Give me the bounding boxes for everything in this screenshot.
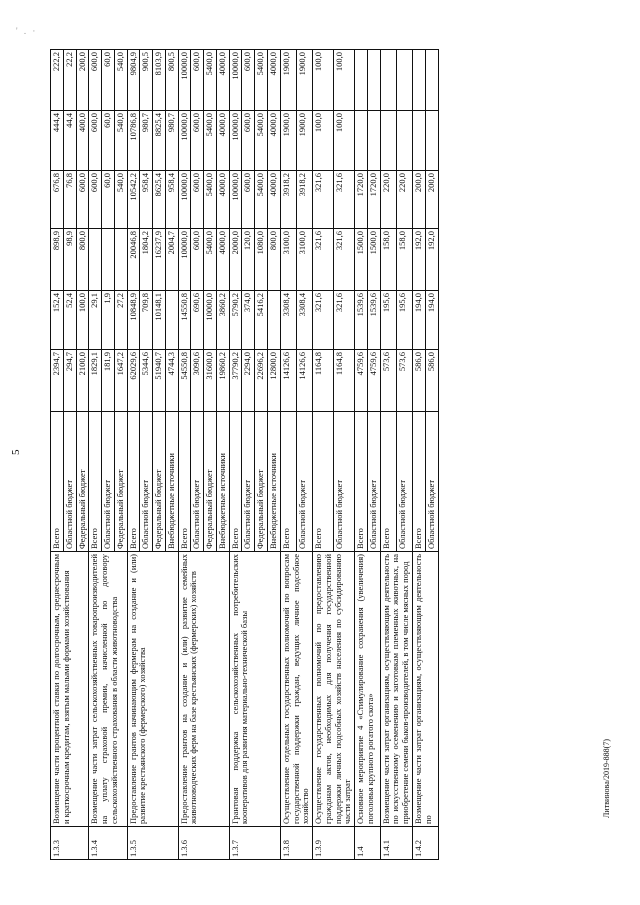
- amount-cell: 4000,0: [216, 229, 229, 291]
- item-description: Осуществление отдельных государственных полномочий по вопросам государственной поддержки граждан, ведущих личное подсобное хозяйство: [280, 552, 312, 827]
- amount-cell: 5416,2: [255, 291, 268, 350]
- amount-cell: 600,0: [191, 229, 204, 291]
- amount-cell: 60,0: [102, 111, 115, 171]
- amount-cell: 1164,8: [313, 350, 334, 412]
- funding-source: Внебюджетные источники: [268, 412, 281, 552]
- amount-cell: [355, 111, 368, 171]
- item-description: Возмещение части затрат сельскохозяйственных товаропроизводителей на уплату страховой премии, начисленной по договору сельскохозяйственного страхования в области животноводства: [89, 552, 127, 827]
- amount-cell: 4000,0: [216, 50, 229, 111]
- amount-cell: 181,9: [102, 350, 115, 412]
- amount-cell: 958,4: [165, 171, 178, 229]
- amount-cell: 5400,0: [255, 111, 268, 171]
- amount-cell: 1080,0: [255, 229, 268, 291]
- amount-cell: 600,0: [191, 111, 204, 171]
- funding-source: Всего: [229, 412, 242, 552]
- amount-cell: 8825,4: [153, 111, 166, 171]
- amount-cell: 27,2: [114, 291, 127, 350]
- item-description: Возмещение части затрат организациям, осуществляющим деятельность по: [412, 552, 438, 827]
- amount-cell: 1900,0: [280, 50, 296, 111]
- amount-cell: 1720,0: [355, 171, 368, 229]
- amount-cell: 1647,2: [114, 350, 127, 412]
- amount-cell: 321,6: [334, 171, 355, 229]
- table-row: [313, 50, 334, 860]
- funding-source: Всего: [313, 412, 334, 552]
- amount-cell: 31600,0: [204, 350, 217, 412]
- amount-cell: 321,6: [313, 291, 334, 350]
- item-code: 1.3.5: [127, 827, 178, 860]
- scan-marks: ' . ·: [16, 26, 38, 36]
- document-footer: Литвинова/2019-888(7): [602, 739, 611, 818]
- item-code: 1.4.2: [412, 827, 438, 860]
- amount-cell: [89, 229, 102, 291]
- amount-cell: 600,0: [89, 171, 102, 229]
- amount-cell: [268, 291, 281, 350]
- amount-cell: 4000,0: [268, 50, 281, 111]
- funding-source: Областной бюджет: [334, 412, 355, 552]
- amount-cell: 1900,0: [296, 50, 312, 111]
- amount-cell: 800,0: [76, 229, 89, 291]
- amount-cell: 3308,4: [280, 291, 296, 350]
- amount-cell: 76,8: [63, 171, 76, 229]
- funding-source: Всего: [355, 412, 368, 552]
- amount-cell: 5400,0: [204, 111, 217, 171]
- amount-cell: 980,7: [165, 111, 178, 171]
- amount-cell: [412, 111, 425, 171]
- amount-cell: 52,4: [63, 291, 76, 350]
- amount-cell: 3090,6: [191, 350, 204, 412]
- amount-cell: 600,0: [89, 111, 102, 171]
- amount-cell: 3100,0: [296, 229, 312, 291]
- amount-cell: [425, 111, 438, 171]
- amount-cell: 540,0: [114, 50, 127, 111]
- amount-cell: 1539,6: [367, 291, 380, 350]
- amount-cell: 2100,0: [76, 350, 89, 412]
- amount-cell: 1500,0: [355, 229, 368, 291]
- amount-cell: 152,4: [51, 291, 64, 350]
- table-row: [380, 50, 396, 860]
- amount-cell: 400,0: [76, 111, 89, 171]
- funding-source: Федеральный бюджет: [255, 412, 268, 552]
- amount-cell: 444,4: [51, 111, 64, 171]
- amount-cell: 158,0: [380, 229, 396, 291]
- amount-cell: 586,0: [412, 350, 425, 412]
- amount-cell: 44,4: [63, 111, 76, 171]
- amount-cell: 4759,6: [367, 350, 380, 412]
- table-row: [280, 50, 296, 860]
- amount-cell: 10000,0: [178, 50, 191, 111]
- amount-cell: 10000,0: [229, 50, 242, 111]
- amount-cell: 14126,6: [280, 350, 296, 412]
- amount-cell: 690,6: [191, 291, 204, 350]
- amount-cell: 98,9: [63, 229, 76, 291]
- table-row: [412, 50, 425, 860]
- amount-cell: 600,0: [242, 50, 255, 111]
- funding-source: Федеральный бюджет: [204, 412, 217, 552]
- amount-cell: 10848,9: [127, 291, 140, 350]
- item-code: 1.3.7: [229, 827, 280, 860]
- funding-source: Областной бюджет: [191, 412, 204, 552]
- amount-cell: 222,2: [51, 50, 64, 111]
- funding-source: Областной бюджет: [63, 412, 76, 552]
- amount-cell: 51940,7: [153, 350, 166, 412]
- amount-cell: 16237,9: [153, 229, 166, 291]
- amount-cell: [425, 50, 438, 111]
- amount-cell: 100,0: [313, 50, 334, 111]
- amount-cell: 1164,8: [334, 350, 355, 412]
- amount-cell: 709,8: [140, 291, 153, 350]
- amount-cell: 10000,0: [178, 229, 191, 291]
- table-row: [89, 50, 102, 860]
- amount-cell: 1804,2: [140, 229, 153, 291]
- amount-cell: 374,0: [242, 291, 255, 350]
- amount-cell: [102, 229, 115, 291]
- amount-cell: 2294,0: [242, 350, 255, 412]
- amount-cell: 3860,2: [216, 291, 229, 350]
- amount-cell: 600,0: [242, 111, 255, 171]
- amount-cell: 10000,0: [178, 171, 191, 229]
- funding-source: Внебюджетные источники: [165, 412, 178, 552]
- amount-cell: 10000,0: [229, 111, 242, 171]
- amount-cell: 100,0: [76, 291, 89, 350]
- amount-cell: 980,7: [140, 111, 153, 171]
- amount-cell: 192,0: [412, 229, 425, 291]
- amount-cell: 5400,0: [255, 171, 268, 229]
- amount-cell: [396, 111, 412, 171]
- amount-cell: 3918,2: [296, 171, 312, 229]
- amount-cell: 29,1: [89, 291, 102, 350]
- amount-cell: 158,0: [396, 229, 412, 291]
- amount-cell: 600,0: [191, 171, 204, 229]
- amount-cell: 195,6: [396, 291, 412, 350]
- amount-cell: 800,0: [268, 229, 281, 291]
- amount-cell: 14126,6: [296, 350, 312, 412]
- funding-source: Всего: [380, 412, 396, 552]
- amount-cell: 3308,4: [296, 291, 312, 350]
- amount-cell: 220,0: [396, 171, 412, 229]
- funding-source: Областной бюджет: [242, 412, 255, 552]
- amount-cell: 958,4: [140, 171, 153, 229]
- amount-cell: 4000,0: [268, 111, 281, 171]
- amount-cell: [380, 111, 396, 171]
- amount-cell: [380, 50, 396, 111]
- amount-cell: 200,0: [76, 50, 89, 111]
- amount-cell: 573,6: [396, 350, 412, 412]
- amount-cell: 321,6: [334, 229, 355, 291]
- amount-cell: 898,9: [51, 229, 64, 291]
- item-description: Грантовая поддержка сельскохозяйственных потребительских кооперативов для развития материально-технической базы: [229, 552, 280, 827]
- amount-cell: 5400,0: [204, 229, 217, 291]
- amount-cell: 676,8: [51, 171, 64, 229]
- item-description: Осуществление государственных полномочий по предоставлению гражданам актов, необходимых для получения государственной поддержки личных подсобных хозяйств населения по субсидированию части затрат: [313, 552, 355, 827]
- funding-source: Федеральный бюджет: [76, 412, 89, 552]
- amount-cell: 1539,6: [355, 291, 368, 350]
- funding-source: Областной бюджет: [140, 412, 153, 552]
- amount-cell: [412, 50, 425, 111]
- amount-cell: 10000,0: [204, 291, 217, 350]
- item-description: Основное мероприятие 4 «Стимулирование сохранения (увеличения) поголовья крупного рогатого скота»: [355, 552, 381, 827]
- amount-cell: 1900,0: [280, 111, 296, 171]
- amount-cell: 4000,0: [216, 111, 229, 171]
- amount-cell: 4744,3: [165, 350, 178, 412]
- item-code: 1.4: [355, 827, 381, 860]
- amount-cell: 321,6: [313, 171, 334, 229]
- amount-cell: 192,0: [425, 229, 438, 291]
- amount-cell: 194,0: [425, 291, 438, 350]
- amount-cell: [367, 111, 380, 171]
- amount-cell: 10786,8: [127, 111, 140, 171]
- rotated-table-area: [50, 50, 615, 860]
- funding-source: Всего: [412, 412, 425, 552]
- amount-cell: 195,6: [380, 291, 396, 350]
- amount-cell: 100,0: [334, 50, 355, 111]
- amount-cell: [396, 50, 412, 111]
- amount-cell: 10000,0: [178, 111, 191, 171]
- amount-cell: 14550,8: [178, 291, 191, 350]
- item-code: 1.3.4: [89, 827, 127, 860]
- amount-cell: 2394,7: [51, 350, 64, 412]
- table-row: [51, 50, 64, 860]
- amount-cell: 800,5: [165, 50, 178, 111]
- funding-source: Всего: [280, 412, 296, 552]
- amount-cell: 540,0: [114, 111, 127, 171]
- amount-cell: 10000,0: [229, 171, 242, 229]
- amount-cell: [355, 50, 368, 111]
- amount-cell: 2004,7: [165, 229, 178, 291]
- funding-source: Областной бюджет: [367, 412, 380, 552]
- funding-source: Всего: [127, 412, 140, 552]
- amount-cell: 8103,9: [153, 50, 166, 111]
- funding-source: Областной бюджет: [102, 412, 115, 552]
- amount-cell: 5400,0: [204, 50, 217, 111]
- amount-cell: 9804,9: [127, 50, 140, 111]
- funding-source: Всего: [178, 412, 191, 552]
- amount-cell: 1500,0: [367, 229, 380, 291]
- amount-cell: 4759,6: [355, 350, 368, 412]
- amount-cell: 900,5: [140, 50, 153, 111]
- item-description: Предоставление грантов на создание и (или) развитие семейных животноводческих ферм на базе крестьянских (фермерских) хозяйств: [178, 552, 229, 827]
- page-number: 5: [10, 449, 22, 455]
- amount-cell: 100,0: [334, 111, 355, 171]
- item-code: 1.3.9: [313, 827, 355, 860]
- item-code: 1.3.3: [51, 827, 89, 860]
- table-row: [127, 50, 140, 860]
- amount-cell: 10148,1: [153, 291, 166, 350]
- item-code: 1.4.1: [380, 827, 412, 860]
- amount-cell: 54550,8: [178, 350, 191, 412]
- amount-cell: 12800,0: [268, 350, 281, 412]
- amount-cell: 4000,0: [268, 171, 281, 229]
- amount-cell: 60,0: [102, 50, 115, 111]
- amount-cell: 600,0: [191, 50, 204, 111]
- amount-cell: 3918,2: [280, 171, 296, 229]
- amount-cell: 8625,4: [153, 171, 166, 229]
- item-description: Возмещение части процентной ставки по долгосрочным, среднесрочным и краткосрочным кредитам, взятым малыми формами хозяйствования: [51, 552, 89, 827]
- table-row: [355, 50, 368, 860]
- amount-cell: 2000,0: [229, 229, 242, 291]
- amount-cell: 540,0: [114, 171, 127, 229]
- amount-cell: 19860,2: [216, 350, 229, 412]
- item-code: 1.3.6: [178, 827, 229, 860]
- table-row: [178, 50, 191, 860]
- amount-cell: [367, 50, 380, 111]
- amount-cell: 1,9: [102, 291, 115, 350]
- amount-cell: 194,0: [412, 291, 425, 350]
- amount-cell: 22696,2: [255, 350, 268, 412]
- funding-source: Всего: [51, 412, 64, 552]
- amount-cell: 321,6: [334, 291, 355, 350]
- amount-cell: 5790,2: [229, 291, 242, 350]
- funding-source: Областной бюджет: [425, 412, 438, 552]
- amount-cell: 5400,0: [255, 50, 268, 111]
- amount-cell: [165, 291, 178, 350]
- amount-cell: 600,0: [76, 171, 89, 229]
- amount-cell: 586,0: [425, 350, 438, 412]
- amount-cell: 573,6: [380, 350, 396, 412]
- funding-source: Областной бюджет: [296, 412, 312, 552]
- amount-cell: 1720,0: [367, 171, 380, 229]
- amount-cell: 4000,0: [216, 171, 229, 229]
- funding-source: Всего: [89, 412, 102, 552]
- amount-cell: 120,0: [242, 229, 255, 291]
- item-description: Возмещение части затрат организациям, осуществляющим деятельность по искусственному осеменению и заготовкам племенных животных, на приобретение семени быков-производителей, в том числе мясных пород: [380, 552, 412, 827]
- table-row: [229, 50, 242, 860]
- amount-cell: 20046,8: [127, 229, 140, 291]
- amount-cell: 1829,1: [89, 350, 102, 412]
- item-code: 1.3.8: [280, 827, 312, 860]
- amount-cell: 10542,2: [127, 171, 140, 229]
- funding-source: Областной бюджет: [396, 412, 412, 552]
- amount-cell: 294,7: [63, 350, 76, 412]
- funding-source: Внебюджетные источники: [216, 412, 229, 552]
- item-description: Предоставление грантов начинающим фермерам на создание и (или) развитие крестьянского (фермерского) хозяйства: [127, 552, 178, 827]
- amount-cell: 60,0: [102, 171, 115, 229]
- amount-cell: 5400,0: [204, 171, 217, 229]
- amount-cell: [114, 229, 127, 291]
- amount-cell: 37790,2: [229, 350, 242, 412]
- amount-cell: 200,0: [425, 171, 438, 229]
- amount-cell: 220,0: [380, 171, 396, 229]
- amount-cell: 22,2: [63, 50, 76, 111]
- amount-cell: 600,0: [242, 171, 255, 229]
- amount-cell: 62029,6: [127, 350, 140, 412]
- amount-cell: 100,0: [313, 111, 334, 171]
- funding-source: Федеральный бюджет: [153, 412, 166, 552]
- amount-cell: 5344,6: [140, 350, 153, 412]
- amount-cell: 321,6: [313, 229, 334, 291]
- funding-source: Федеральный бюджет: [114, 412, 127, 552]
- amount-cell: 600,0: [89, 50, 102, 111]
- amount-cell: 200,0: [412, 171, 425, 229]
- budget-table: [50, 49, 439, 860]
- amount-cell: 3100,0: [280, 229, 296, 291]
- amount-cell: 1900,0: [296, 111, 312, 171]
